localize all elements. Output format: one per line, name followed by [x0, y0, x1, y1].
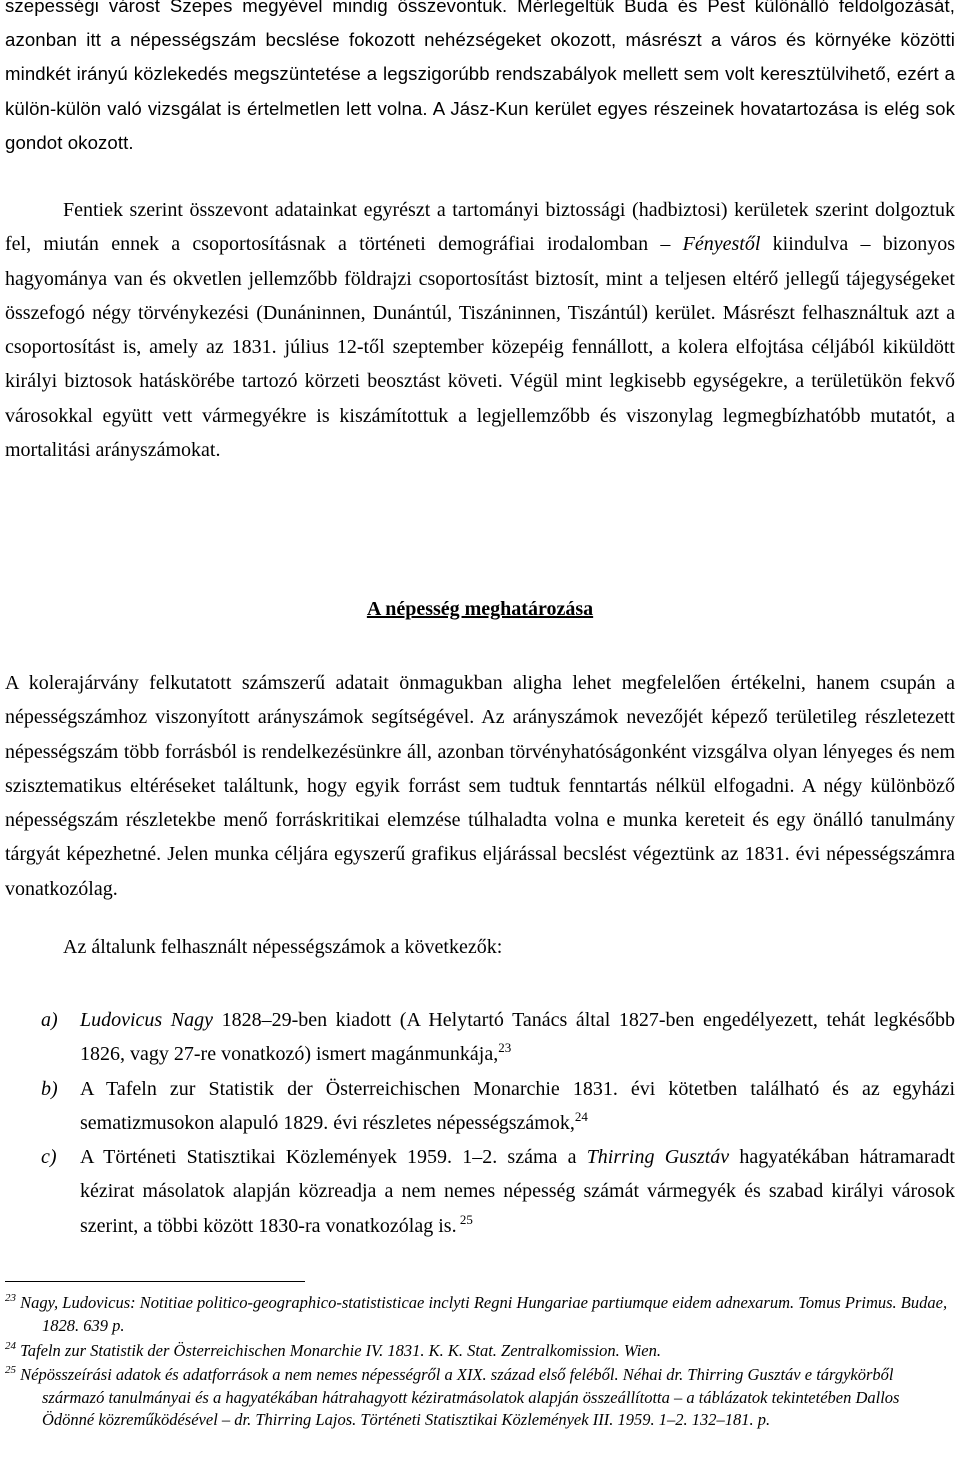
list-item-body: A Történeti Statisztikai Közlemények 1959. 1–2. száma a	[80, 1146, 587, 1168]
author-name-fenyes: Fényestől	[682, 233, 761, 256]
author-name-thirring: Thirring Gusztáv	[586, 1146, 730, 1168]
paragraph-grouping-text-1: Fentiek szerint összevont adatainkat egyrészt a tartományi biztossági (hadbiztosi) kerületek szerint dolgoztuk fel, miután ennek a csoportosításnak a történeti demográfiai irodalomban –	[5, 199, 955, 256]
list-item-body: 1828–29-ben kiadott (A Helytartó Tanács által 1827-ben engedélyezett, tehát legkésőbb 1826, vagy 27-re vonatkozó) ismert magánmunkája,	[80, 1009, 955, 1066]
author-name-nagy: Ludovicus Nagy	[80, 1009, 213, 1031]
list-item-text	[80, 1003, 955, 1072]
footnote-number: 24	[5, 1340, 16, 1352]
footnote-number: 23	[5, 1292, 16, 1304]
footnote-ref[interactable]: 25	[456, 1211, 473, 1227]
paragraph-grouping	[5, 193, 955, 467]
list-item	[5, 1072, 955, 1141]
footnote-text: Népösszeírási adatok és adatforrások a nem nemes népességről a XIX. század első feléből. Néhai dr. Thirring Gusztáv e tárgykörből származó tanulmányai és a hagyatékában hátrahagyott kéziratmásolatok alapján összeállította – a táblázatok tekintetében Dallos Ödönné közreműködésével – dr. Thirring Lajos. Történeti Statisztikai Közlemények III. 1959. 1–2. 132–181. p.	[16, 1365, 900, 1429]
list-item	[5, 1140, 955, 1243]
footnote-number: 25	[5, 1364, 16, 1376]
footnote-text: Tafeln zur Statistik der Österreichischen Monarchie IV. 1831. K. K. Stat. Zentralkomission. Wien.	[16, 1341, 662, 1360]
list-marker: c)	[41, 1146, 57, 1168]
list-marker: b)	[41, 1078, 58, 1100]
list-item-text	[80, 1072, 955, 1141]
footnote	[5, 1364, 955, 1432]
footnote-text: Nagy, Ludovicus: Notitiae politico-geographico-statististicae inclyti Regni Hungariae partiumque eidem adnexarum. Tomus Primus. Budae, 1828. 639 p.	[16, 1293, 948, 1335]
footnote-ref[interactable]: 23	[498, 1040, 512, 1056]
list-item-text	[80, 1140, 955, 1243]
paragraph-population: A kolerajárvány felkutatott számszerű adatait önmagukban aligha lehet megfelelően értékelni, hanem csupán a népességszámhoz viszonyított arányszámok segítségével. Az arányszámok nevezőjét képező területileg részletezett népességszám több forrásból is rendelkezésünkre áll, azonban törvényhatóságonként vizsgálva olyan lényeges és nem szisztematikus eltéréseket találtunk, hogy egyik forrást sem tudtuk fenntartás nélkül elfogadni. A négy különböző népességszám részletekbe menő forráskritikai elemzése túlhaladta volna e munka kereteit és egy önálló tanulmány tárgyát képezhetné. Jelen munka céljára egyszerű grafikus eljárással becslést végeztünk az 1831. évi népességszámra vonatkozólag.	[5, 672, 955, 900]
footnote-ref[interactable]: 24	[574, 1109, 588, 1125]
footnote-divider	[5, 1281, 305, 1282]
footnote	[5, 1340, 955, 1363]
section-heading: A népesség meghatározása	[366, 598, 594, 620]
paragraph-sources-intro: Az általunk felhasznált népességszámok a következők:	[63, 936, 503, 958]
list-item	[5, 1003, 955, 1072]
list-marker: a)	[41, 1009, 58, 1031]
paragraph-intro: szepességi várost Szepes megyével mindig összevontuk. Mérlegeltük Buda és Pest különálló feldolgozását, azonban itt a népességszám becslése fokozott nehézségeket okozott, másrészt a város és környéke közötti mindkét irányú közlekedés megszüntetése a legszigorúbb rendszabályok mellett sem volt keresztülvihető, ezért a külön-külön való vizsgálat is értelmetlen lett volna. A Jász-Kun kerület egyes részeinek hovatartozása is elég sok gondot okozott.	[5, 0, 955, 153]
paragraph-grouping-text-2: kiindulva – bizonyos hagyománya van és okvetlen jellemzőbb földrajzi csoportosítást biztosít, mint a teljesen eltérő jellegű tájegységeket összefogó négy törvénykezési (Dunáninnen, Dunántúl, Tiszáninnen, Tiszántúl) kerület. Másrészt felhasználtuk azt a csoportosítást is, amely az 1831. július 12-től szeptember közepéig fennállott, a kolera elfojtása céljából kiküldött királyi biztosok hatáskörébe tartozó körzeti beosztást követi. Végül mint legkisebb egységekre, a területükön fekvő városokkal együtt vett vármegyékre is kiszámítottuk a legjellemzőbb és viszonylag legmegbízhatóbb mutatót, a mortalitási arányszámokat.	[5, 233, 956, 462]
footnote	[5, 1292, 955, 1337]
list-item-body-2: hagyatékában hátramaradt kézirat másolatok alapján közreadja a nem nemes népesség számát vármegyék és szabad királyi városok szerint, a többi között 1830-ra vonatkozólag is.	[80, 1146, 955, 1237]
list-item-body: A Tafeln zur Statistik der Österreichischen Monarchie 1831. évi kötetben található és az egyházi sematizmusokon alapuló 1829. évi részletes népességszámok,	[80, 1078, 955, 1135]
